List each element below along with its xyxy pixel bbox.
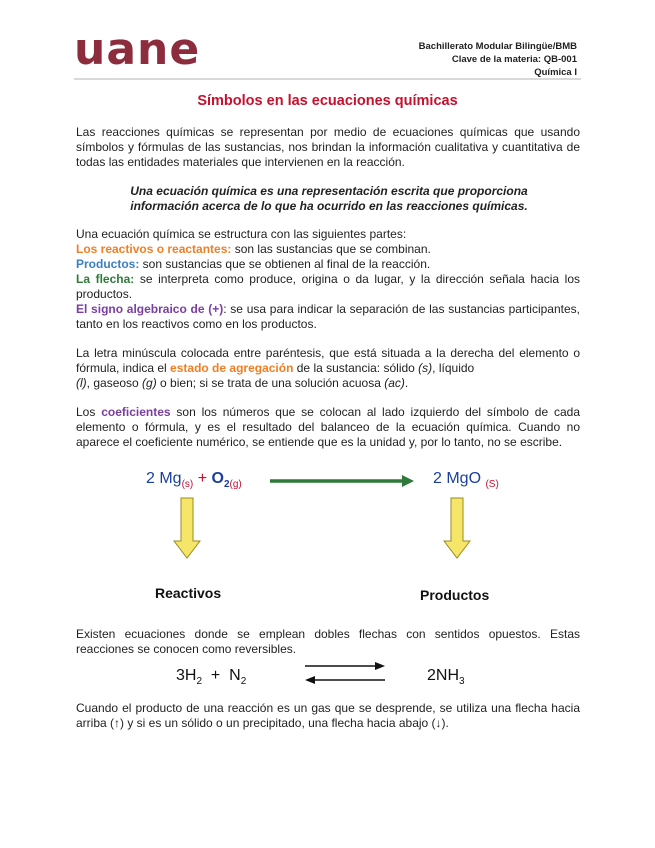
- products-down-arrow-icon: [443, 497, 471, 559]
- formula-nh: 2NH: [427, 667, 460, 684]
- structure-list: [76, 227, 580, 332]
- state-solid: (s): [418, 361, 433, 375]
- state-gas: (g): [142, 376, 157, 390]
- aggregation-text-5: o bien; si se trata de una solución acuosa: [156, 376, 385, 390]
- productos-item: [76, 257, 580, 272]
- reverse-arrow-head: [305, 676, 315, 684]
- reactants-down-arrow-icon: [173, 497, 201, 559]
- reaction-arrow-head: [402, 475, 414, 487]
- aggregation-text-3: , líquido: [432, 361, 475, 375]
- aggregation-paragraph: [76, 346, 580, 391]
- productos-label: Productos: [420, 587, 490, 603]
- course-subject: Química I: [534, 67, 577, 78]
- coefficients-term: coeficientes: [101, 405, 171, 419]
- formula-h: 3H: [176, 667, 197, 684]
- coefficients-paragraph: [76, 405, 580, 450]
- state-aqueous: (ac): [384, 376, 405, 390]
- course-header: [419, 40, 577, 79]
- reaction-arrow: [268, 474, 416, 488]
- state-o2: (g): [229, 479, 242, 491]
- subscript-nh3: 3: [459, 676, 465, 688]
- subscript-h2: 2: [196, 676, 203, 688]
- coefficients-text-1: Los: [76, 405, 102, 419]
- flecha-text: se interpreta como produce, origina o da lugar, y la dirección señala hacia los productos.: [76, 272, 580, 301]
- uane-logo: uane: [74, 24, 201, 75]
- reactivos-item: [76, 242, 580, 257]
- course-code: Clave de la materia: QB-001: [451, 54, 577, 65]
- state-liquid: (l): [76, 376, 87, 390]
- definition-emphasis: Una ecuación química es una representación escrita que proporciona información acerca de lo que ha ocurrido en las reacciones químicas.: [130, 184, 528, 213]
- final-paragraph: Cuando el producto de una reacción es un gas que se desprende, se utiliza una flecha hacia arriba (↑) y si es un sólido o un precipitado, una flecha hacia abajo (↓).: [76, 701, 580, 730]
- coefficient-mg: 2: [146, 470, 160, 487]
- reactivos-label: Reactivos: [155, 585, 222, 601]
- aggregation-term: estado de agregación: [170, 361, 294, 375]
- signo-text: : se usa para indicar la separación de las sustancias participantes, tanto en los reactivos como en los productos.: [76, 302, 580, 331]
- course-name: Bachillerato Modular Bilingüe/BMB: [418, 41, 577, 52]
- equation-reactants: [146, 470, 242, 490]
- header-divider: [74, 78, 581, 80]
- subscript-o2: 2: [223, 479, 230, 491]
- reactivos-term: Los reactivos o reactantes:: [76, 242, 232, 256]
- reactivos-text: son las sustancias que se combinan.: [231, 242, 431, 256]
- signo-item: [76, 302, 580, 332]
- formula-o: O: [211, 470, 224, 487]
- subscript-n2: 2: [240, 676, 247, 688]
- intro-paragraph: Las reacciones químicas se representan por medio de ecuaciones químicas que usando símbolos y fórmulas de las sustancias, nos brindan la información cualitativa y cuantitativa de todas las entidades materiales que intervienen en la reacción.: [76, 125, 580, 169]
- structure-lead: Una ecuación química se estructura con las siguientes partes:: [76, 227, 407, 241]
- aggregation-text-1: La letra minúscula colocada entre paréntesis, que está situada a la derecha del elemento o fórmula, indica el: [76, 346, 580, 375]
- productos-text: son sustancias que se obtienen al final de la reacción.: [139, 257, 431, 271]
- formula-n: + N: [202, 667, 241, 684]
- aggregation-text-2: de la sustancia: sólido: [293, 361, 419, 375]
- reversible-reactants: [176, 667, 246, 687]
- equation-products: [433, 470, 499, 490]
- formula-mgo: 2 MgO: [433, 470, 486, 487]
- double-arrow-icon: [303, 660, 387, 686]
- coefficients-text-2: son los números que se colocan al lado izquierdo del símbolo de cada elemento o fórmula, y es el resultado del balanceo de la ecuación química. Cuando no aparece el coeficiente numérico, se entiende que es la unidad y, por lo tanto, no se escribe.: [76, 405, 580, 449]
- forward-arrow-head: [375, 662, 385, 670]
- plus-sign: +: [193, 470, 212, 487]
- reversible-product: [427, 667, 465, 687]
- flecha-term: La flecha:: [76, 272, 135, 286]
- reversible-paragraph: Existen ecuaciones donde se emplean dobles flechas con sentidos opuestos. Estas reacciones se conocen como reversibles.: [76, 627, 580, 656]
- page-title: Símbolos en las ecuaciones químicas: [197, 93, 458, 109]
- state-mgo: (S): [485, 479, 499, 491]
- aggregation-text-6: .: [404, 376, 409, 390]
- aggregation-text-4: , gaseoso: [86, 376, 143, 390]
- productos-term: Productos:: [76, 257, 140, 271]
- state-mg: (s): [181, 479, 194, 491]
- flecha-item: [76, 272, 580, 302]
- signo-term: El signo algebraico de (+): [76, 302, 224, 316]
- formula-mg: Mg: [159, 470, 182, 487]
